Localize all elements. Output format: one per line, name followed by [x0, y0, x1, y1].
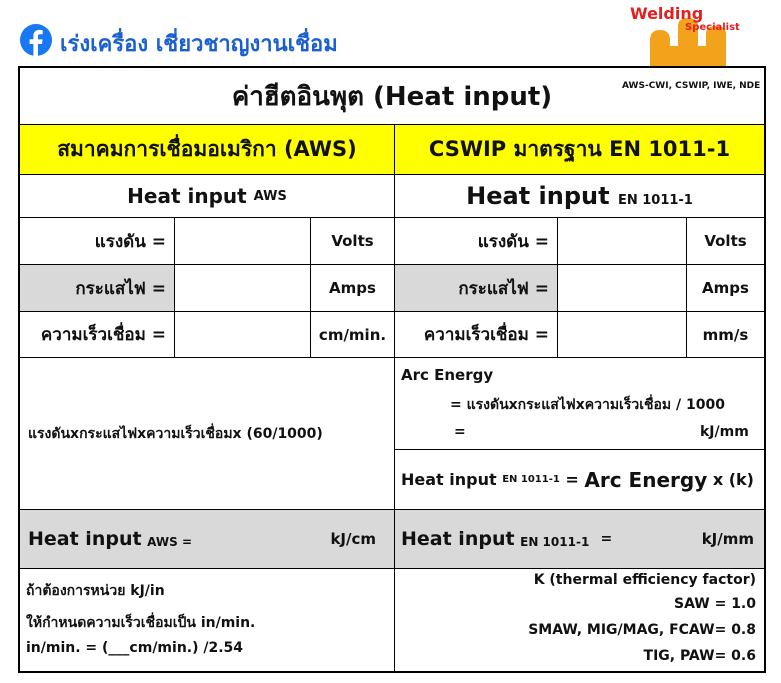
header — [0, 0, 781, 66]
aws-header: สมาคมการเชื่อมอเมริกา (AWS) — [20, 125, 394, 174]
current-unit-aws: Amps — [329, 279, 376, 297]
note-left-line1: ถ้าต้องการหน่วย kJ/in — [26, 583, 165, 599]
en-formula-k: x (k) — [712, 470, 754, 489]
speed-unit-en: mm/s — [702, 325, 749, 344]
en-result-row — [395, 510, 764, 568]
aws-result-unit: kJ/cm — [330, 530, 376, 548]
en-result-small: EN 1011-1 — [520, 535, 590, 549]
voltage-label-en: แรงดัน = — [477, 231, 549, 252]
aws-heat-input-title — [20, 175, 394, 217]
current-input-aws[interactable] — [175, 265, 310, 311]
speed-unit-aws: cm/min. — [318, 325, 387, 344]
arc-energy-title: Arc Energy — [401, 366, 494, 384]
current-input-en[interactable] — [558, 265, 686, 311]
aws-formula: แรงดันxกระแสไฟxความเร็วเชื่อมx (60/1000) — [28, 425, 323, 442]
welding-specialist-logo — [620, 4, 760, 66]
en-heat-input-title — [395, 175, 764, 217]
en-heat-input-formula — [401, 450, 764, 509]
aws-heat-input-main: Heat input — [127, 184, 247, 208]
note-right-line2: SAW = 1.0 — [673, 596, 756, 612]
en-heat-input-main: Heat input — [466, 182, 610, 210]
en-result-eq: = — [600, 531, 613, 547]
speed-input-aws[interactable] — [175, 312, 310, 357]
aws-result-small: AWS = — [147, 535, 192, 549]
en-heat-input-small: EN 1011-1 — [617, 192, 693, 208]
voltage-label-aws: แรงดัน = — [94, 231, 166, 252]
note-right-line1: K (thermal efficiency factor) — [533, 572, 756, 588]
speed-input-en[interactable] — [558, 312, 686, 357]
en-formula-small: EN 1011-1 — [502, 474, 560, 485]
cert-tag: AWS-CWI, CSWIP, IWE, NDE — [622, 81, 761, 91]
en-formula-eq: = — [565, 470, 579, 489]
speed-label-aws: ความเร็วเชื่อม = — [40, 325, 166, 345]
voltage-input-aws[interactable] — [175, 218, 310, 264]
voltage-unit-en: Volts — [704, 232, 747, 250]
voltage-unit-aws: Volts — [331, 232, 374, 250]
current-label-aws: กระแสไฟ = — [20, 265, 174, 311]
current-label-en: กระแสไฟ = — [395, 265, 557, 311]
arc-energy-eq: = — [454, 424, 466, 440]
page-name: เร่งเครื่อง เชี่ยวชาญงานเชื่อม — [60, 32, 338, 57]
arc-energy-formula: = แรงดันxกระแสไฟxความเร็วเชื่อม / 1000 — [450, 397, 725, 413]
aws-heat-input-small: AWS — [253, 188, 287, 204]
en-result-main: Heat input — [401, 528, 515, 550]
en-formula-prefix: Heat input — [401, 470, 497, 489]
aws-result-row — [20, 510, 394, 568]
arc-energy-unit: kJ/mm — [700, 424, 749, 440]
en-result-unit: kJ/mm — [701, 530, 754, 548]
sheet-title: ค่าฮีตอินพุต (Heat input) — [231, 81, 553, 112]
heat-input-sheet — [18, 66, 766, 673]
logo-welding-text: Welding — [630, 4, 704, 23]
cswip-header: CSWIP มาตรฐาน EN 1011-1 — [395, 125, 764, 174]
note-right-line4: TIG, PAW= 0.6 — [643, 648, 756, 664]
facebook-icon — [20, 24, 52, 56]
voltage-input-en[interactable] — [558, 218, 686, 264]
en-formula-arc: Arc Energy — [584, 467, 708, 492]
note-right-line3: SMAW, MIG/MAG, FCAW= 0.8 — [528, 622, 756, 638]
current-unit-en: Amps — [702, 279, 749, 297]
speed-label-en: ความเร็วเชื่อม = — [423, 325, 549, 345]
aws-result-main: Heat input — [28, 528, 142, 550]
note-left-line2: ให้กำหนดความเร็วเชื่อมเป็น in/min. — [26, 615, 256, 631]
note-left-line3: in/min. = (___cm/min.) /2.54 — [26, 640, 244, 656]
logo-specialist-text: Specialist — [685, 22, 740, 33]
